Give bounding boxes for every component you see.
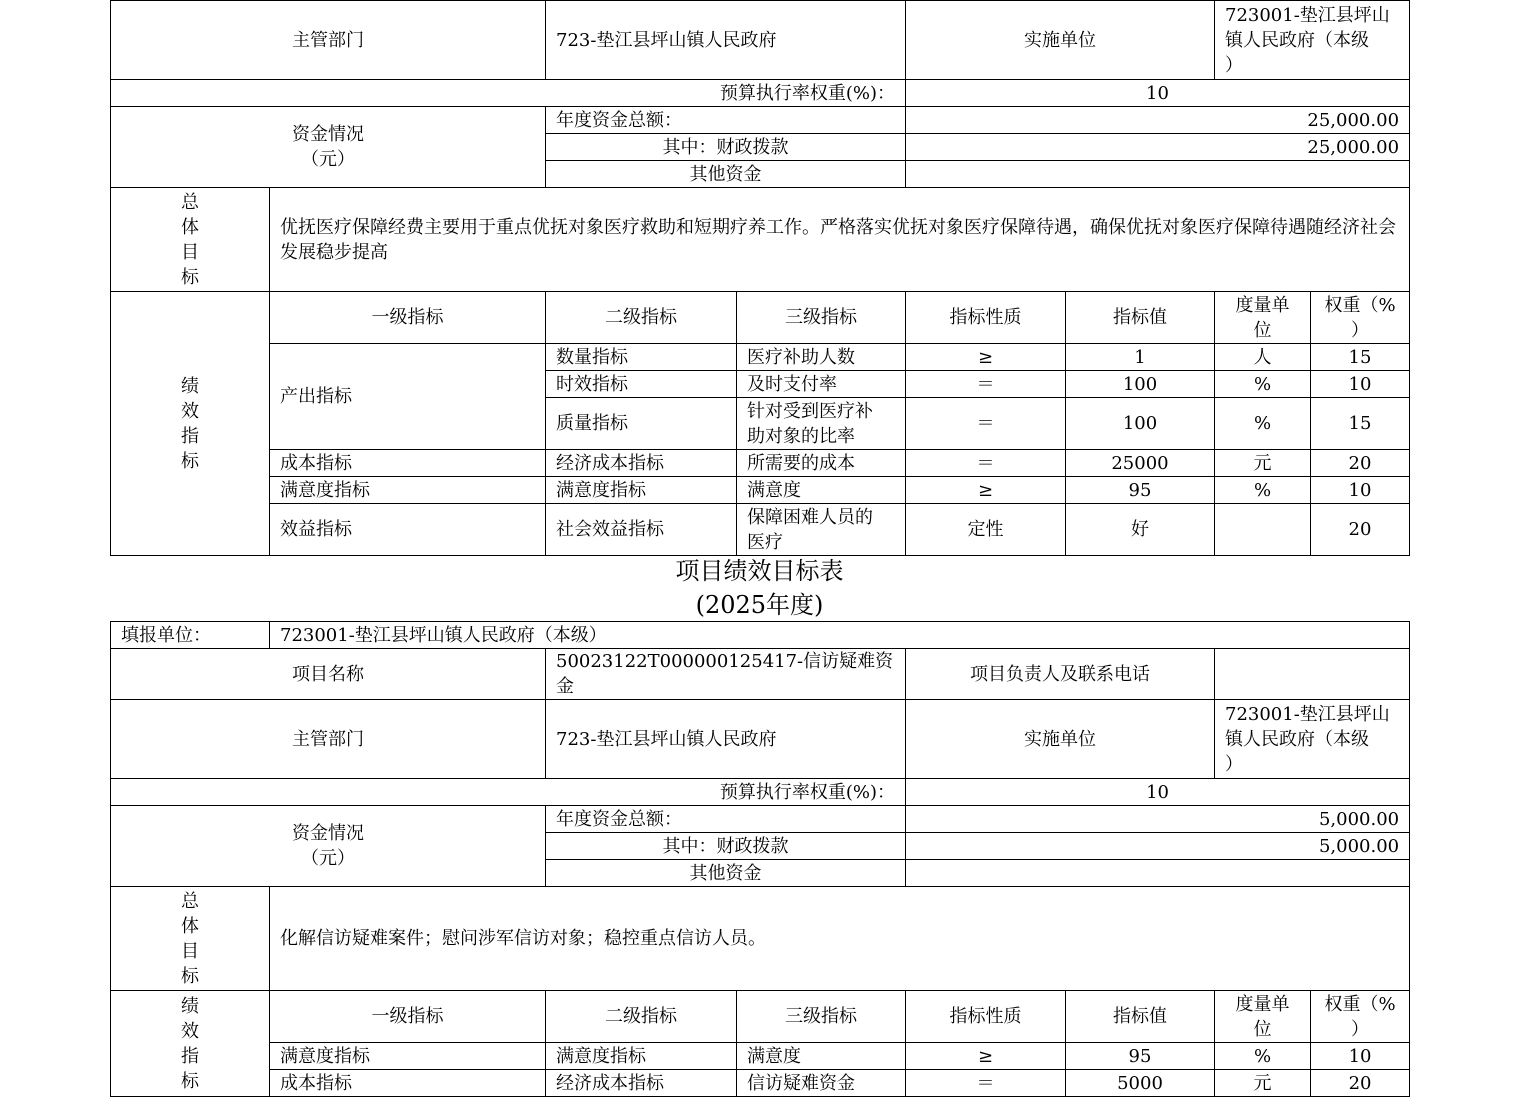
perf-label-char: 效	[181, 400, 199, 422]
performance-label	[111, 292, 270, 556]
funds-fiscal-label: 其中：财政拨款	[546, 833, 906, 860]
header-level2: 二级指标	[546, 292, 737, 344]
cell-level2: 质量指标	[546, 398, 737, 450]
cell-level3: 信访疑难资金	[737, 1070, 906, 1097]
impl-unit-label: 实施单位	[906, 1, 1215, 80]
perf-label-char: 指	[181, 425, 199, 447]
supervisor-label: 主管部门	[111, 1, 546, 80]
table-row	[111, 477, 1410, 504]
cell-weight: 15	[1311, 344, 1410, 371]
impl-unit-line: 镇人民政府（本级	[1225, 728, 1369, 750]
cell-unit: 元	[1215, 450, 1311, 477]
goal-label-char: 体	[181, 216, 199, 238]
cell-nature: ≥	[906, 477, 1066, 504]
table-row	[111, 450, 1410, 477]
budget-weight-label: 预算执行率权重(%)：	[111, 80, 906, 107]
impl-unit-line: 镇人民政府（本级	[1225, 29, 1369, 51]
perf-label-char: 标	[181, 1070, 199, 1092]
table-row	[111, 504, 1410, 556]
header-weight-line: ）	[1351, 319, 1369, 341]
header-level2: 二级指标	[546, 991, 737, 1043]
perf-label-char: 指	[181, 1045, 199, 1067]
impl-unit-line: 723001-垫江县坪山	[1225, 703, 1390, 725]
filler-value: 723001-垫江县坪山镇人民政府（本级）	[270, 622, 1410, 649]
cell-unit: 元	[1215, 1070, 1311, 1097]
funds-total-value: 25,000.00	[906, 107, 1410, 134]
funds-other-label: 其他资金	[546, 860, 906, 887]
cell-weight: 15	[1311, 398, 1410, 450]
impl-unit-label: 实施单位	[906, 700, 1215, 779]
performance-table-2	[110, 621, 1410, 1097]
cell-level2: 经济成本指标	[546, 1070, 737, 1097]
performance-table-1	[110, 0, 1410, 556]
cell-level3: 所需要的成本	[737, 450, 906, 477]
cell-level1: 成本指标	[270, 450, 546, 477]
header-unit-line: 位	[1253, 1018, 1272, 1040]
header-level1: 一级指标	[270, 292, 546, 344]
funds-label	[111, 806, 546, 887]
overall-goal-label	[111, 188, 270, 292]
funds-fiscal-label: 其中：财政拨款	[546, 134, 906, 161]
cell-nature: ≥	[906, 1043, 1066, 1070]
supervisor-value: 723-垫江县坪山镇人民政府	[546, 700, 906, 779]
overall-goal-label	[111, 887, 270, 991]
cell-level3: 满意度	[737, 477, 906, 504]
header-nature: 指标性质	[906, 991, 1066, 1043]
page-year: (2025年度)	[695, 591, 824, 619]
cell-level1: 效益指标	[270, 504, 546, 556]
cell-weight: 10	[1311, 1043, 1410, 1070]
cell-unit	[1215, 504, 1311, 556]
cell-nature: ＝	[906, 371, 1066, 398]
header-weight-line: 权重（%	[1324, 294, 1396, 316]
cell-unit: 人	[1215, 344, 1311, 371]
impl-unit-line: 723001-垫江县坪山	[1225, 4, 1390, 26]
cell-nature: ≥	[906, 344, 1066, 371]
header-level1: 一级指标	[270, 991, 546, 1043]
overall-goal-text: 优抚医疗保障经费主要用于重点优抚对象医疗救助和短期疗养工作。严格落实优抚对象医疗保障待遇，确保优抚对象医疗保障待遇随经济社会发展稳步提高	[270, 188, 1410, 292]
cell-value: 1	[1066, 344, 1215, 371]
contact-label: 项目负责人及联系电话	[906, 649, 1215, 700]
cell-nature: ＝	[906, 450, 1066, 477]
cell-value: 好	[1066, 504, 1215, 556]
project-name-value: 50023122T000000125417-信访疑难资金	[546, 649, 906, 700]
perf-label-char: 效	[181, 1020, 199, 1042]
header-unit	[1215, 991, 1311, 1043]
header-weight-line: ）	[1351, 1018, 1370, 1040]
cell-level2: 社会效益指标	[546, 504, 737, 556]
project-name-label: 项目名称	[111, 649, 546, 700]
cell-nature: ＝	[906, 398, 1066, 450]
goal-label-char: 标	[181, 266, 199, 288]
table-row	[111, 344, 1410, 371]
header-weight	[1311, 991, 1410, 1043]
header-level3: 三级指标	[737, 991, 906, 1043]
funds-other-value	[906, 161, 1410, 188]
goal-label-char: 总	[181, 890, 199, 912]
cell-level3	[737, 504, 906, 556]
cell-value: 25000	[1066, 450, 1215, 477]
performance-label	[111, 991, 270, 1097]
cell-level1: 满意度指标	[270, 1043, 546, 1070]
impl-unit-value	[1215, 700, 1410, 779]
cell-level3-line: 医疗	[747, 531, 783, 553]
cell-unit: %	[1215, 1043, 1311, 1070]
cell-level2: 满意度指标	[546, 1043, 737, 1070]
cell-value: 5000	[1066, 1070, 1215, 1097]
perf-label-char: 绩	[181, 375, 199, 397]
cell-level1: 产出指标	[270, 344, 546, 450]
budget-weight-value: 10	[906, 779, 1410, 806]
cell-value: 100	[1066, 398, 1215, 450]
cell-unit: %	[1215, 371, 1311, 398]
perf-label-char: 绩	[181, 995, 199, 1017]
funds-label-line: 资金情况	[292, 823, 364, 844]
funds-other-label: 其他资金	[546, 161, 906, 188]
header-unit-line: 位	[1253, 319, 1272, 341]
goal-label-char: 总	[181, 191, 199, 213]
funds-label	[111, 107, 546, 188]
cell-level2: 时效指标	[546, 371, 737, 398]
goal-label-char: 目	[181, 940, 199, 962]
cell-level3: 医疗补助人数	[737, 344, 906, 371]
goal-label-char: 目	[181, 241, 199, 263]
header-value: 指标值	[1066, 991, 1215, 1043]
cell-level3-line: 针对受到医疗补	[747, 400, 873, 422]
funds-other-value	[906, 860, 1410, 887]
header-level3: 三级指标	[737, 292, 906, 344]
cell-level1: 满意度指标	[270, 477, 546, 504]
header-unit-line: 度量单	[1235, 294, 1290, 316]
funds-total-label: 年度资金总额：	[546, 806, 906, 833]
cell-weight: 20	[1311, 450, 1410, 477]
page-title: 项目绩效目标表	[675, 557, 844, 585]
table-row	[111, 1043, 1410, 1070]
header-weight	[1311, 292, 1410, 344]
header-nature: 指标性质	[906, 292, 1066, 344]
funds-total-label: 年度资金总额：	[546, 107, 906, 134]
budget-weight-label: 预算执行率权重(%)：	[111, 779, 906, 806]
header-weight-line: 权重（%	[1324, 993, 1396, 1015]
funds-label-line: （元）	[301, 848, 355, 869]
cell-level3	[737, 398, 906, 450]
funds-label-line: （元）	[301, 149, 355, 170]
impl-unit-line: ）	[1225, 753, 1243, 775]
cell-unit: %	[1215, 477, 1311, 504]
goal-label-char: 体	[181, 915, 199, 937]
cell-weight: 20	[1311, 504, 1410, 556]
cell-weight: 10	[1311, 371, 1410, 398]
cell-value: 95	[1066, 1043, 1215, 1070]
header-value: 指标值	[1066, 292, 1215, 344]
cell-nature: 定性	[906, 504, 1066, 556]
contact-value	[1215, 649, 1410, 700]
funds-label-line: 资金情况	[292, 124, 364, 145]
header-unit-line: 度量单	[1235, 993, 1290, 1015]
overall-goal-text: 化解信访疑难案件；慰问涉军信访对象；稳控重点信访人员。	[270, 887, 1410, 991]
supervisor-value: 723-垫江县坪山镇人民政府	[546, 1, 906, 80]
impl-unit-line: ）	[1225, 54, 1243, 76]
funds-total-value: 5,000.00	[906, 806, 1410, 833]
cell-level3-line: 助对象的比率	[747, 425, 855, 447]
perf-label-char: 标	[181, 450, 199, 472]
funds-fiscal-value: 5,000.00	[906, 833, 1410, 860]
header-unit	[1215, 292, 1311, 344]
cell-weight: 10	[1311, 477, 1410, 504]
cell-nature: ＝	[906, 1070, 1066, 1097]
filler-label: 填报单位：	[111, 622, 270, 649]
funds-fiscal-value: 25,000.00	[906, 134, 1410, 161]
cell-level3: 及时支付率	[737, 371, 906, 398]
cell-level2: 数量指标	[546, 344, 737, 371]
goal-label-char: 标	[181, 965, 199, 987]
cell-level1: 成本指标	[270, 1070, 546, 1097]
cell-weight: 20	[1311, 1070, 1410, 1097]
cell-level2: 经济成本指标	[546, 450, 737, 477]
cell-value: 95	[1066, 477, 1215, 504]
supervisor-label: 主管部门	[111, 700, 546, 779]
cell-unit: %	[1215, 398, 1311, 450]
cell-level3: 满意度	[737, 1043, 906, 1070]
impl-unit-value	[1215, 1, 1410, 80]
budget-weight-value: 10	[906, 80, 1410, 107]
cell-level2: 满意度指标	[546, 477, 737, 504]
cell-level3-line: 保障困难人员的	[747, 506, 873, 528]
cell-value: 100	[1066, 371, 1215, 398]
